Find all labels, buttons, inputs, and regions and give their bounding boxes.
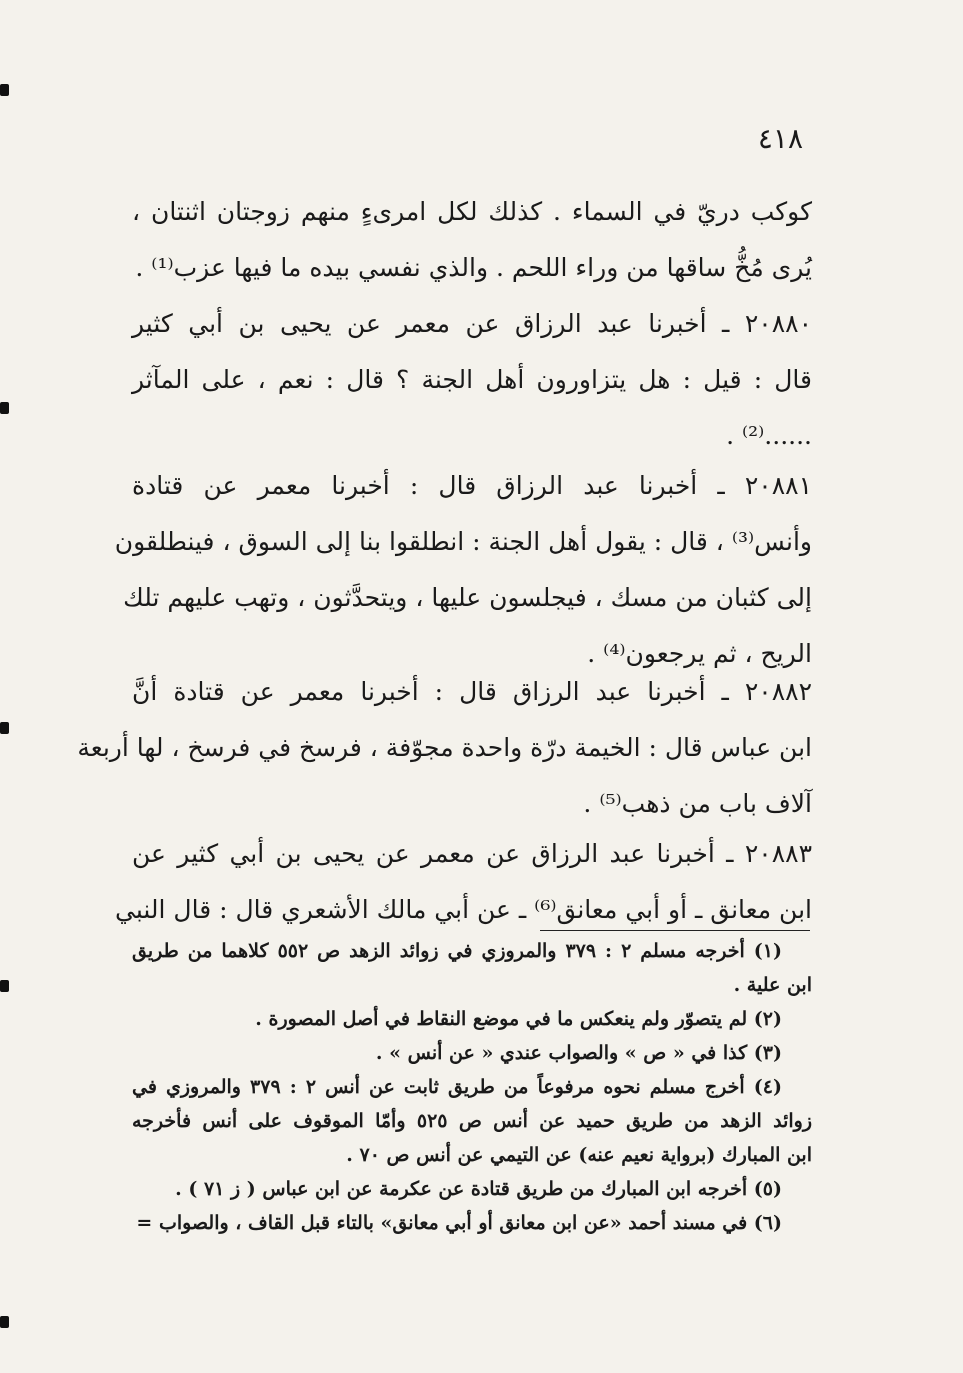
- footnote-3: [132, 1036, 812, 1070]
- hadith-20882: [77, 664, 812, 832]
- footnote-1: [132, 934, 812, 1002]
- footnote-line: (٢) لم يتصوّر ولم ينعكس ما في موضع النقاط في أصل المصورة .: [255, 1008, 782, 1030]
- footnote-line: (٣) كذا في « ص » والصواب عندي « عن أنس » .: [375, 1042, 782, 1064]
- scan-edge-mark: [0, 402, 9, 414]
- text-line: كوكب دريّ في السماء . كذلك لكل امرىءٍ منهم زوجتان اثنتان ،: [132, 197, 812, 226]
- text-line: قال : قيل : هل يتزاورون أهل الجنة ؟ قال : نعم ، على المآثر: [132, 365, 812, 394]
- footnote-line: زوائد الزهد من طريق حميد عن أنس ص ٥٢٥ وأمّا الموقوف على أنس فأخرجه: [132, 1110, 812, 1132]
- text-line: ابن معانق ـ أو أبي معانق⁽⁶⁾ ـ عن أبي مالك الأشعري قال : قال النبي: [114, 895, 812, 924]
- footnote-line: (٦) في مسند أحمد «عن ابن معانق أو أبي معانق» بالتاء قبل القاف ، والصواب =: [136, 1212, 782, 1234]
- scan-edge-mark: [0, 980, 9, 992]
- text-line: ٢٠٨٨١ ـ أخبرنا عبد الرزاق قال : أخبرنا معمر عن قتادة: [132, 471, 812, 500]
- scan-edge-mark: [0, 722, 9, 734]
- text-line: إلى كثبان من مسك ، فيجلسون عليها ، ويتحدَّثون ، وتهب عليهم تلك: [123, 583, 812, 612]
- text-line: ٢٠٨٨٠ ـ أخبرنا عبد الرزاق عن معمر عن يحيى بن أبي كثير: [132, 309, 812, 338]
- page-number: ٤١٨: [757, 122, 803, 155]
- footnotes: [132, 934, 812, 1240]
- hadith-20881: [114, 458, 812, 682]
- footnote-4: [132, 1070, 812, 1172]
- text-line: وأنس⁽³⁾ ، قال : يقول أهل الجنة : انطلقوا بنا إلى السوق ، فينطلقون: [114, 527, 812, 556]
- paragraph-continuation: [132, 184, 812, 296]
- text-line: الريح ، ثم يرجعون⁽⁴⁾ .: [587, 639, 812, 668]
- text-line: آلاف باب من ذهب⁽⁵⁾ .: [583, 789, 812, 818]
- footnote-line: ابن المبارك (برواية نعيم عنه) عن التيمي عن أنس ص ٧٠ .: [346, 1144, 812, 1166]
- footnote-line: ابن علية .: [733, 974, 812, 996]
- footnote-5: [132, 1172, 812, 1206]
- hadith-20880: [132, 296, 812, 464]
- text-line: ابن عباس قال : الخيمة درّة واحدة مجوّفة ، فرسخ في فرسخ ، لها أربعة: [77, 733, 812, 762]
- scan-edge-mark: [0, 84, 9, 96]
- footnote-line: (٥) أخرجه ابن المبارك من طريق قتادة عن عكرمة عن ابن عباس ( ز ٧١ ) .: [175, 1178, 782, 1200]
- footnote-line: (١) أخرجه مسلم ٢ : ٣٧٩ والمروزي في زوائد الزهد ص ٥٥٢ كلاهما من طريق: [132, 940, 782, 962]
- text-line: ٢٠٨٨٢ ـ أخبرنا عبد الرزاق قال : أخبرنا معمر عن قتادة أنَّ: [132, 677, 812, 706]
- footnote-divider: [540, 930, 810, 931]
- text-line: يُرى مُخُّ ساقها من وراء اللحم . والذي نفسي بيده ما فيها عزب⁽¹⁾ .: [135, 253, 812, 282]
- scan-edge-mark: [0, 1316, 9, 1328]
- hadith-20883: [114, 826, 812, 938]
- footnote-2: [132, 1002, 812, 1036]
- text-line: ......⁽²⁾ .: [726, 421, 812, 450]
- footnote-6: [132, 1206, 812, 1240]
- text-line: ٢٠٨٨٣ ـ أخبرنا عبد الرزاق عن معمر عن يحيى بن أبي كثير عن: [132, 839, 812, 868]
- footnote-line: (٤) أخرج مسلم نحوه مرفوعاً من طريق ثابت عن أنس ٢ : ٣٧٩ والمروزي في: [132, 1076, 782, 1098]
